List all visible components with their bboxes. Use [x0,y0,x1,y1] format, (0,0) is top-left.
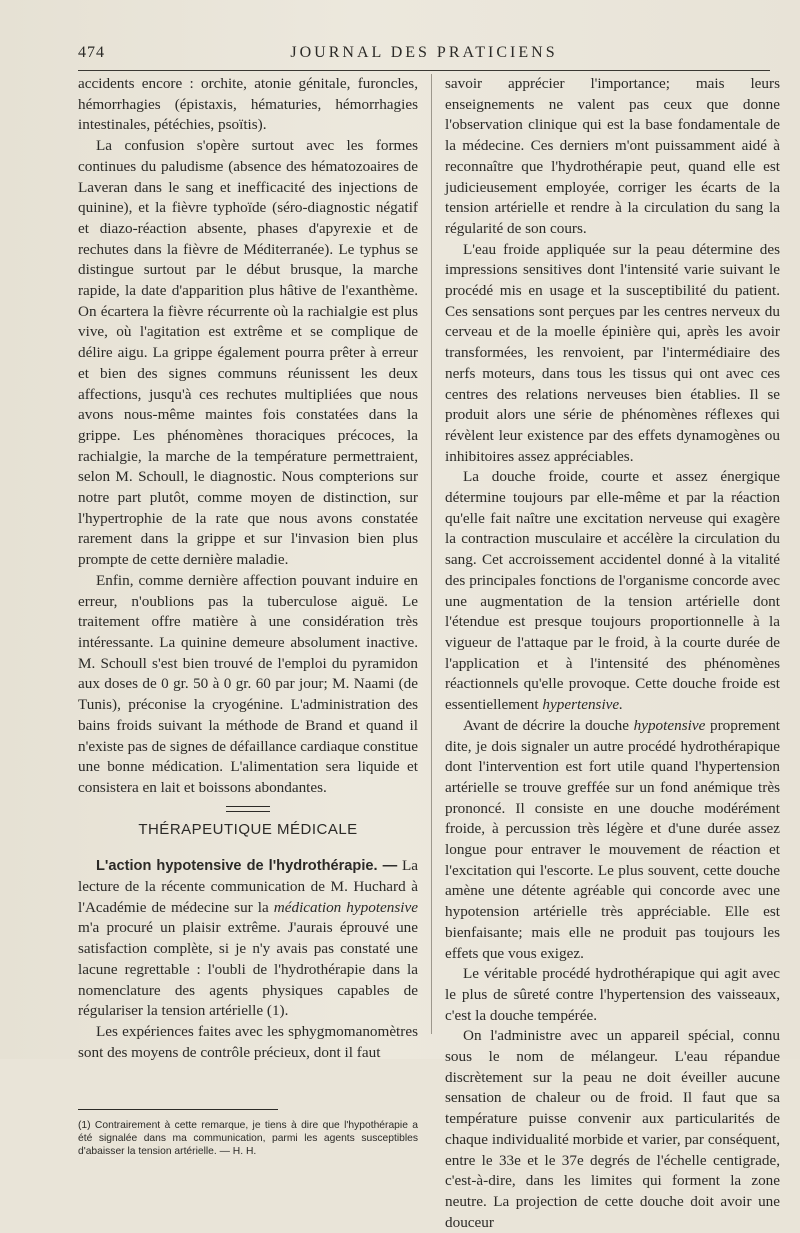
footnote: (1) Contrairement à cette remarque, je tiens à dire que l'hypothérapie a été signalée dans ma communication, parmi les agents susceptibles d'abaisser la tension artérielle. — H. H. [78,1120,418,1157]
article-title: L'action hypotensive de l'hydrothérapie. — [96,858,398,875]
paragraph: Enfin, comme dernière affection pouvant induire en erreur, n'oublions pas la tuberculose aiguë. Le traitement offre matière à une considération très intéressante. La quinine demeure absolument inactive. M. Schoull s'est bien trouvé de l'emploi du pyramidon aux doses de 0 gr. 50 à 0 gr. 60 par jour; M. Naami (de Tunis), préconise la cryogénine. L'administration des bains froids suivant la méthode de Brand et quand il n'existe pas de signes de défaillance cardiaque constitue une bonne médication. L'alimentation sera liquide et consistera en lait et boissons abondantes. [78,571,418,796]
paragraph-text: Avant de décrire la douche [463,716,629,734]
column-divider [431,74,432,1034]
italic-text: hypotensive [633,716,706,734]
article-opening-paragraph [78,856,418,1022]
section-separator [226,806,270,812]
paragraph: accidents encore : orchite, atonie génitale, furoncles, hémorrhagies (épistaxis, hématuries, hémorrhagies intestinales, pétéchies, psoïtis). [78,75,418,134]
header-rule [78,70,770,71]
italic-text: médication hypotensive [273,898,418,916]
paragraph: savoir apprécier l'importance; mais leurs enseignements ne valent pas ceux que donne l'observation clinique qui est la base fondamentale de la médecine. Ces derniers m'ont puissamment aidé à reconnaître que l'hydrothérapie peut, quand elle est judicieusement employée, corriger les écarts de la tension artérielle et rendre à la circulation du sang la régularité de son cours. [445,75,780,237]
paragraph-text: proprement dite, je dois signaler un autre procédé hydrothérapique dont l'intervention est fort utile quand l'hypertension artérielle se trouve greffée sur un fond anémique très prononcé. Il consiste en une douche modérément froide, à percussion très légère et d'une durée assez longue pour entraver le mouvement de réaction et l'excitation qui l'escorte. Le plus souvent, cette douche amène une détente agréable qui concorde avec une hypotension artérielle très appréciable. Elle est bienfaisante; mais elle ne produit pas toujours les effets que vous exigez. [445,716,781,962]
footnote-rule [78,1109,278,1110]
paragraph-text: m'a procuré un plaisir extrême. J'aurais éprouvé une satisfaction complète, si je n'y avais pas constaté une lacune regrettable : l'oubli de l'hydrothérapie dans la nomenclature des agents physiques capables de régulariser la tension artérielle (1). [78,919,418,1020]
paragraph: Le véritable procédé hydrothérapique qui agit avec le plus de sûreté contre l'hypertension des vaisseaux, c'est la douche tempérée. [445,965,780,1024]
page-number: 474 [78,44,105,61]
italic-text: hypertensive. [542,696,623,714]
left-column [78,74,418,1158]
paragraph [445,467,780,715]
section-title: THÉRAPEUTIQUE MÉDICALE [138,820,358,838]
paragraph-text: La douche froide, courte et assez énergique détermine toujours par elle-même et par la réaction qu'elle fait naître une excitation nerveuse qui exagère la contraction musculaire et accélère la circulation du sang. Cet accroissement accidentel donné à la vitalité des principales fonctions de l'organisme concorde avec une augmentation de la tension artérielle dont l'étendue est presque toujours proportionnelle à la vigueur de l'attaque par le froid, à la courte durée de l'application et à l'intensité des phénomènes réactionnels qu'elle provoque. Cette douche froide est essentiellement [445,468,780,714]
paragraph: Les expériences faites avec les sphygmomanomètres sont des moyens de contrôle précieux, dont il faut [78,1022,418,1061]
paragraph-text: La lecture de la récente communication de M. Huchard à l'Académie de médecine sur la [78,857,418,916]
paragraph: On l'administre avec un appareil spécial, connu sous le nom de mélangeur. L'eau répandue discrètement sur la peau ne doit éveiller aucune sensation de chaleur ou de froid. Il faut que sa température puisse convenir aux particularités de chaque individualité morbide et varier, par conséquent, entre le 33e et le 37e degrés de l'échelle centigrade, c'est-à-dire, dans les limites qui forment la zone neutre. La projection de cette douche doit avoir une douceur [445,1027,780,1231]
paragraph: La confusion s'opère surtout avec les formes continues du paludisme (absence des hématozoaires de Laveran dans le sang et inefficacité des injections de quinine), et la fièvre typhoïde (séro-diagnostic négatif et diazo-réaction absente, phases d'apyrexie et de rechutes dans la fièvre de Méditerranée). Le typhus se distingue surtout par le début brusque, la marche rapide, la date d'apparition plus hâtive de l'exanthème. On écartera la fièvre récurrente où la rachialgie est plus vive, où l'agitation est extrême et se complique de délire aigu. La grippe également pourra prêter à erreur et bien des signes communs réunissent les deux affections, jusqu'à ces rechutes multipliées que nous avons nous-même maintes fois constatées dans la grippe. Les phénomènes thoraciques précoces, la rachialgie, la marche de la température permettraient, selon M. Schoull, le diagnostic. Nous compterions sur notre part plutôt, comme moyen de distinction, sur l'hypertrophie de la rate que nous avons constatée rarement dans la grippe et sur l'invasion bien plus prompte de cette dernière maladie. [78,137,418,569]
paragraph [445,716,780,964]
page-header [78,44,770,70]
right-column [445,74,780,1233]
paragraph: L'eau froide appliquée sur la peau détermine des impressions sensitives dont l'intensité varie suivant le procédé mis en usage et la susceptibilité du patient. Ces sensations sont perçues par les centres nerveux du cerveau et de la moelle épinière qui, après les avoir transformées, les renvoient, par l'intermédiaire des nerfs moteurs, dans tous les tissus qui ont avec ces centres des relations nerveuses bien établies. Il se produit alors une série de phénomènes réflexes qui révèlent leur existence par des effets dynamogènes ou inhibitoires assez appréciables. [445,240,780,465]
running-title: JOURNAL DES PRATICIENS [290,44,558,61]
